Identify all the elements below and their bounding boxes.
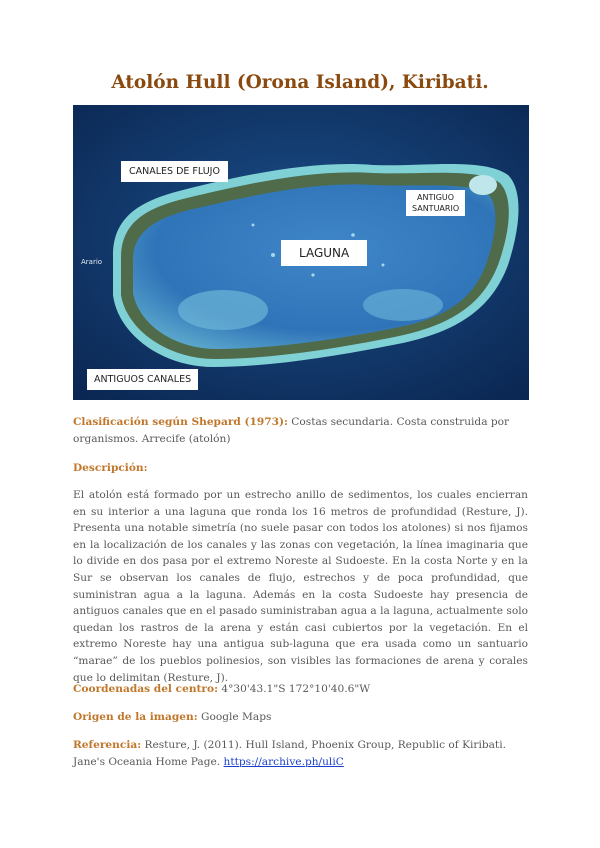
atoll-satellite-image: [73, 105, 529, 400]
clasificacion-label: Clasificación según Shepard (1973):: [73, 416, 288, 428]
label-canales-de-flujo: CANALES DE FLUJO: [121, 161, 228, 182]
clasificacion-text: Costas secundaria. Costa construida por organismos. Arrecife (atolón): [73, 416, 510, 445]
clasificacion-section: [73, 414, 528, 447]
label-antiguo-line1: ANTIGUO: [417, 193, 455, 202]
coordenadas-section: [73, 681, 528, 698]
referencia-text: Resture, J. (2011). Hull Island, Phoenix Group, Republic of Kiribati. Jane's Oceania Home Page.: [73, 739, 506, 768]
origen-section: [73, 709, 528, 726]
origen-text: Google Maps: [197, 711, 272, 723]
label-arario: Arario: [81, 258, 103, 266]
referencia-label: Referencia:: [73, 739, 142, 751]
referencia-link[interactable]: https://archive.ph/uliC: [223, 755, 344, 768]
referencia-section: [73, 737, 528, 770]
page-title: Atolón Hull (Orona Island), Kiribati.: [111, 72, 489, 93]
coordenadas-text: 4°30'43.1"S 172°10'40.6"W: [218, 683, 371, 695]
label-antiguo-santuario: [406, 190, 465, 216]
label-santuario-line2: SANTUARIO: [412, 204, 460, 213]
descripcion-text: El atolón está formado por un estrecho anillo de sedimentos, los cuales encierran en su interior a una laguna que ronda los 16 metros de profundidad (Resture, J). Presenta una notable simetría (no suele pasar con todos los atolones) si nos fijamos en la localización de los canales y las zonas con vegetación, la línea imaginaria que lo divide en dos pasa por el extremo Noreste al Sudoeste. En la costa Norte y en la Sur se observan los canales de flujo, estrechos y de poca profundidad, que suministran agua a la laguna. Además en la costa Sudoeste hay presencia de antiguos canales que en el pasado suministraban agua a la laguna, actualmente solo quedan los rastros de la arena y están casi cubiertos por la vegetación. En el extremo Noreste hay una antigua sub-laguna que era usada como un santuario “marae” de los pueblos polinesios, son visibles las formaciones de arena y corales que lo delimitan (Resture, J).: [73, 489, 528, 684]
label-laguna: LAGUNA: [281, 240, 367, 266]
descripcion-heading: Descripción:: [73, 462, 148, 474]
coordenadas-label: Coordenadas del centro:: [73, 683, 218, 695]
label-antiguos-canales: ANTIGUOS CANALES: [87, 369, 198, 390]
origen-label: Origen de la imagen:: [73, 711, 198, 723]
